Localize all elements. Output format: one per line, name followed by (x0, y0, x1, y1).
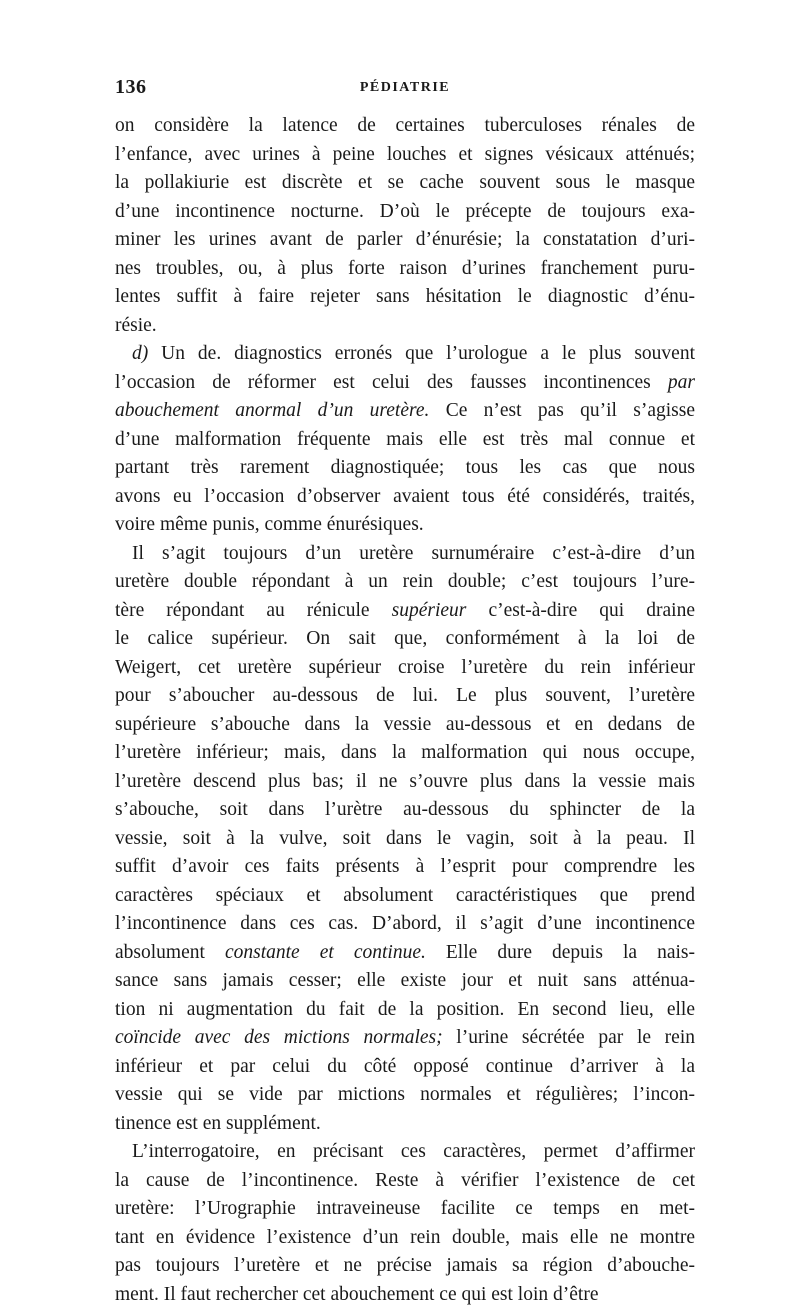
text-line (115, 711, 695, 740)
text-run: l’enfance, avec urines à peine louches et signes vésicaux atténués; (115, 144, 695, 165)
text-line (115, 1138, 695, 1167)
text-run: on considère la latence de certaines tuberculoses rénales de (115, 115, 695, 136)
italic-text: d) (132, 343, 148, 364)
paragraph (115, 1138, 695, 1309)
text-line (115, 397, 695, 426)
italic-text: abouchement anormal d’un uretère. (115, 400, 429, 421)
italic-text: constante et continue. (225, 942, 426, 963)
text-line (115, 369, 695, 398)
italic-text: par (668, 372, 695, 393)
text-run: partant très rarement diagnostiquée; tous les cas que nous (115, 457, 695, 478)
text-line (115, 939, 695, 968)
text-line (115, 996, 695, 1025)
text-run: c’est-à-dire qui draine (466, 600, 695, 621)
text-line (115, 198, 695, 227)
text-line (115, 1024, 695, 1053)
text-line (115, 1281, 695, 1309)
text-run: sance sans jamais cesser; elle existe jour et nuit sans atténua- (115, 970, 695, 991)
text-run: Un de. diagnostics erronés que l’urologue a le plus souvent (148, 343, 695, 364)
text-run: L’interrogatoire, en précisant ces caractères, permet d’affirmer (132, 1141, 695, 1162)
text-run: Ce n’est pas qu’il s’agisse (429, 400, 695, 421)
text-line (115, 882, 695, 911)
text-run: inférieur et par celui du côté opposé continue d’arriver à la (115, 1056, 695, 1077)
text-run: uretère double répondant à un rein double; c’est toujours l’ure- (115, 571, 695, 592)
text-run: uretère: l’Urographie intraveineuse facilite ce temps en met- (115, 1198, 695, 1219)
text-run: d’une malformation fréquente mais elle est très mal connue et (115, 429, 695, 450)
text-line (115, 1081, 695, 1110)
text-line (115, 226, 695, 255)
text-run: vessie qui se vide par mictions normales et régulières; l’incon- (115, 1084, 695, 1105)
text-line (115, 1252, 695, 1281)
text-run: la pollakiurie est discrète et se cache souvent sous le masque (115, 172, 695, 193)
paragraph (115, 540, 695, 1139)
text-line (115, 597, 695, 626)
text-run: voire même punis, comme énurésiques. (115, 514, 424, 535)
text-line (115, 825, 695, 854)
text-line (115, 169, 695, 198)
text-line (115, 340, 695, 369)
text-line (115, 1110, 695, 1139)
text-line (115, 426, 695, 455)
body-text (115, 112, 695, 1309)
text-run: lentes suffit à faire rejeter sans hésitation le diagnostic d’énu- (115, 286, 695, 307)
text-run: caractères spéciaux et absolument caractéristiques que prend (115, 885, 695, 906)
text-line (115, 768, 695, 797)
text-run: ment. Il faut rechercher cet abouchement ce qui est loin d’être (115, 1284, 598, 1305)
text-line (115, 312, 695, 341)
italic-text: coïncide avec des mictions normales; (115, 1027, 443, 1048)
text-line (115, 739, 695, 768)
text-run: l’occasion de réformer est celui des fausses incontinences (115, 372, 668, 393)
text-run: l’uretère descend plus bas; il ne s’ouvre plus dans la vessie mais (115, 771, 695, 792)
text-run: avons eu l’occasion d’observer avaient tous été considérés, traités, (115, 486, 695, 507)
text-run: le calice supérieur. On sait que, conformément à la loi de (115, 628, 695, 649)
paragraph (115, 340, 695, 540)
text-run: nes troubles, ou, à plus forte raison d’urines franchement puru- (115, 258, 695, 279)
text-line (115, 1167, 695, 1196)
text-run: Weigert, cet uretère supérieur croise l’uretère du rein inférieur (115, 657, 695, 678)
text-line (115, 682, 695, 711)
running-head: PÉDIATRIE (115, 80, 695, 96)
text-run: pas toujours l’uretère et ne précise jamais sa région d’abouche- (115, 1255, 695, 1276)
text-line (115, 853, 695, 882)
text-line (115, 1053, 695, 1082)
text-line (115, 568, 695, 597)
text-line (115, 141, 695, 170)
text-run: pour s’aboucher au-dessous de lui. Le plus souvent, l’uretère (115, 685, 695, 706)
text-run: résie. (115, 315, 157, 336)
text-run: miner les urines avant de parler d’énurésie; la constatation d’uri- (115, 229, 695, 250)
text-line (115, 1224, 695, 1253)
text-run: absolument (115, 942, 225, 963)
page-number: 136 (115, 76, 147, 99)
text-run: suffit d’avoir ces faits présents à l’esprit pour comprendre les (115, 856, 695, 877)
text-run: l’urine sécrétée par le rein (443, 1027, 695, 1048)
text-line (115, 283, 695, 312)
text-run: s’abouche, soit dans l’urètre au-dessous du sphincter de la (115, 799, 695, 820)
text-line (115, 967, 695, 996)
text-run: supérieure s’abouche dans la vessie au-dessous et en dedans de (115, 714, 695, 735)
text-run: l’incontinence dans ces cas. D’abord, il s’agit d’une incontinence (115, 913, 695, 934)
text-line (115, 483, 695, 512)
text-line (115, 511, 695, 540)
text-line (115, 540, 695, 569)
text-run: vessie, soit à la vulve, soit dans le vagin, soit à la peau. Il (115, 828, 695, 849)
text-run: tion ni augmentation du fait de la position. En second lieu, elle (115, 999, 695, 1020)
text-run: la cause de l’incontinence. Reste à vérifier l’existence de cet (115, 1170, 695, 1191)
text-line (115, 112, 695, 141)
text-run: d’une incontinence nocturne. D’où le précepte de toujours exa- (115, 201, 695, 222)
text-line (115, 910, 695, 939)
text-line (115, 796, 695, 825)
paragraph (115, 112, 695, 340)
text-run: l’uretère inférieur; mais, dans la malformation qui nous occupe, (115, 742, 695, 763)
text-run: tinence est en supplément. (115, 1113, 321, 1134)
text-run: Il s’agit toujours d’un uretère surnuméraire c’est-à-dire d’un (132, 543, 695, 564)
text-line (115, 654, 695, 683)
text-line (115, 255, 695, 284)
page-header (115, 76, 695, 106)
text-line (115, 625, 695, 654)
text-run: tant en évidence l’existence d’un rein double, mais elle ne montre (115, 1227, 695, 1248)
text-line (115, 454, 695, 483)
text-run: tère répondant au rénicule (115, 600, 392, 621)
text-run: Elle dure depuis la nais- (426, 942, 695, 963)
text-line (115, 1195, 695, 1224)
italic-text: supérieur (392, 600, 467, 621)
